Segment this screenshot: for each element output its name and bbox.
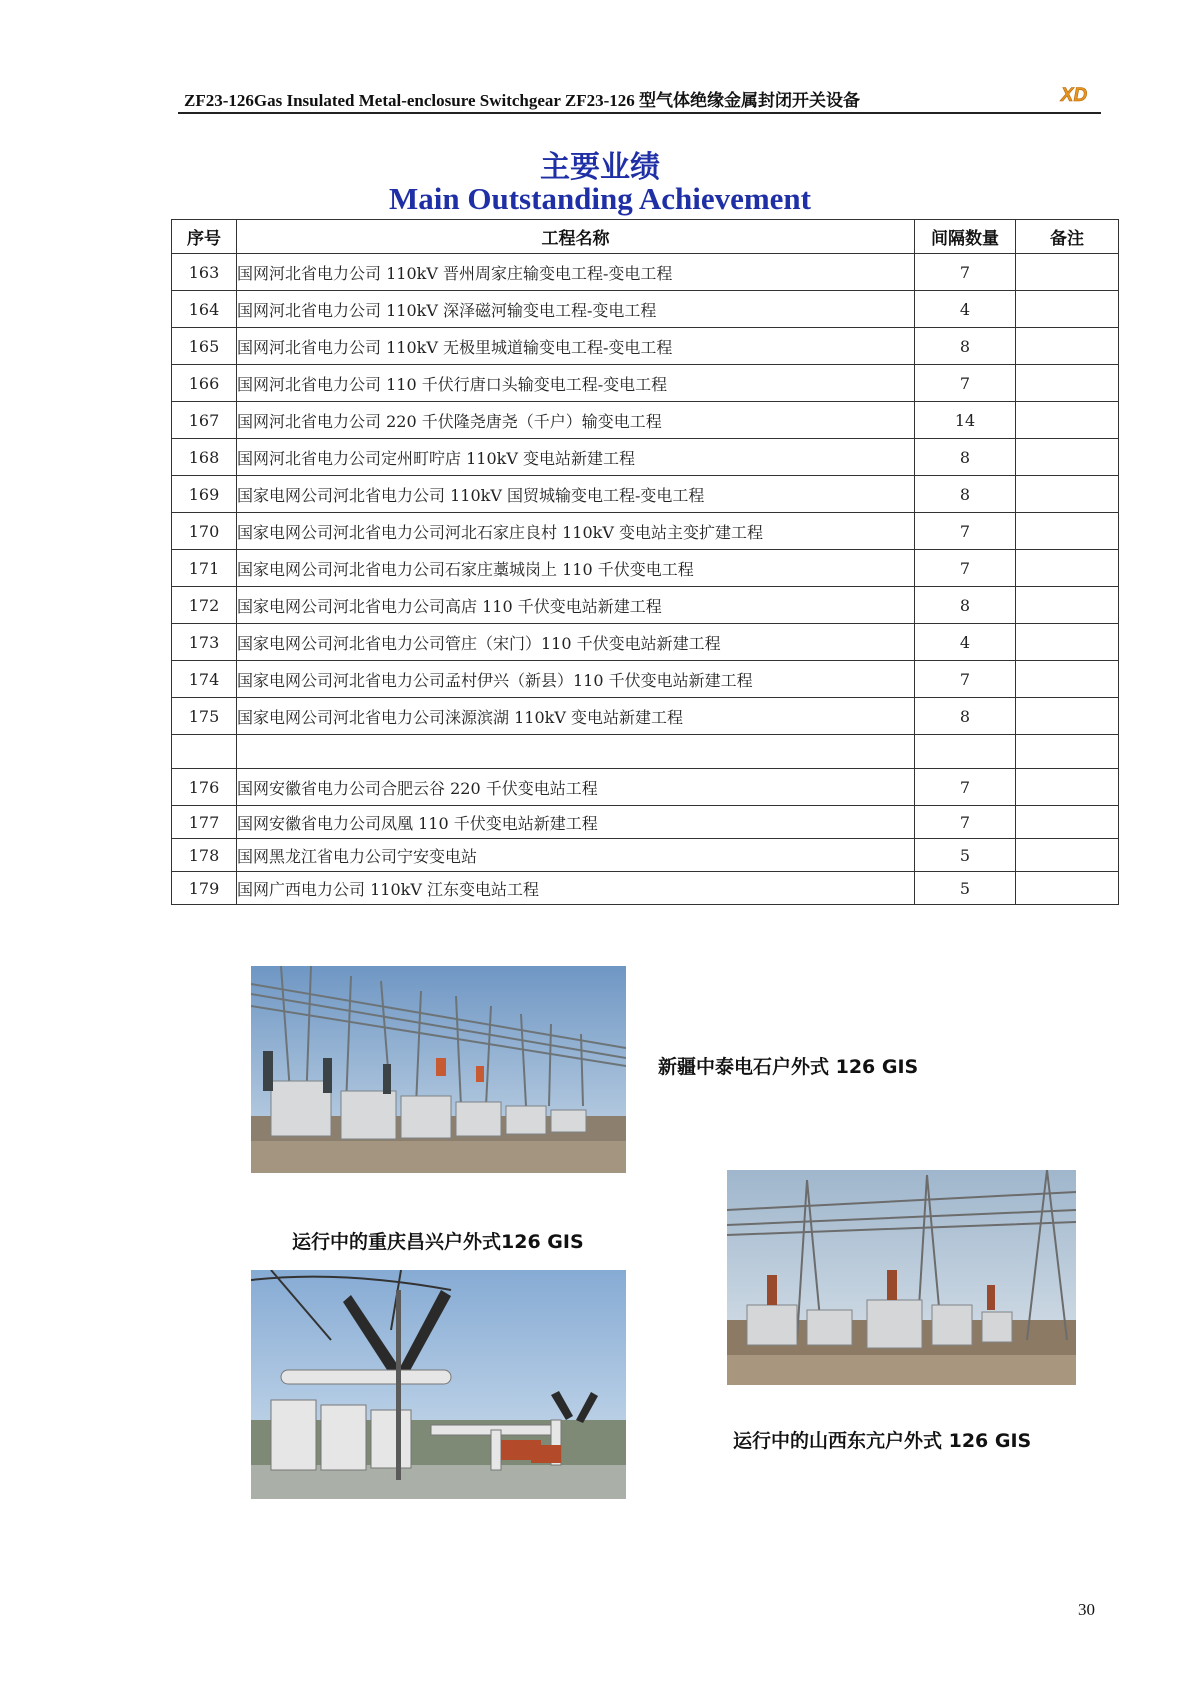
photo-chongqing-gis	[251, 1270, 626, 1499]
cell-project-name	[237, 735, 915, 769]
cell-no	[172, 735, 237, 769]
cell-no: 165	[172, 328, 237, 365]
cell-bay-count: 7	[915, 661, 1016, 698]
column-header-remarks: 备注	[1016, 220, 1119, 254]
table-row	[172, 291, 1119, 328]
cell-project-name: 国家电网公司河北省电力公司孟村伊兴（新县）110 千伏变电站新建工程	[237, 661, 915, 698]
cell-project-name: 国网河北省电力公司定州町咛店 110kV 变电站新建工程	[237, 439, 915, 476]
cell-remarks	[1016, 624, 1119, 661]
column-header-bay-count: 间隔数量	[915, 220, 1016, 254]
cell-no: 169	[172, 476, 237, 513]
cell-no: 176	[172, 769, 237, 806]
page-title-chinese: 主要业绩	[540, 150, 660, 185]
table-row	[172, 698, 1119, 735]
cell-remarks	[1016, 476, 1119, 513]
cell-remarks	[1016, 291, 1119, 328]
cell-no: 164	[172, 291, 237, 328]
cell-remarks	[1016, 439, 1119, 476]
page-title-english: Main Outstanding Achievement	[389, 181, 811, 216]
cell-no: 177	[172, 806, 237, 839]
cell-project-name: 国家电网公司河北省电力公司管庄（宋门）110 千伏变电站新建工程	[237, 624, 915, 661]
table-row	[172, 476, 1119, 513]
cell-remarks	[1016, 698, 1119, 735]
cell-no: 171	[172, 550, 237, 587]
caption-chongqing-gis: 运行中的重庆昌兴户外式126 GIS	[292, 1231, 584, 1253]
cell-bay-count: 5	[915, 839, 1016, 872]
cell-no: 179	[172, 872, 237, 905]
table-row	[172, 872, 1119, 905]
cell-no: 170	[172, 513, 237, 550]
cell-remarks	[1016, 735, 1119, 769]
cell-remarks	[1016, 513, 1119, 550]
cell-no: 173	[172, 624, 237, 661]
cell-bay-count: 4	[915, 624, 1016, 661]
caption-shanxi-gis: 运行中的山西东亢户外式 126 GIS	[733, 1430, 1032, 1452]
table-row	[172, 839, 1119, 872]
caption-xinjiang-gis: 新疆中泰电石户外式 126 GIS	[658, 1056, 919, 1078]
cell-bay-count: 8	[915, 476, 1016, 513]
table-row	[172, 806, 1119, 839]
table-row	[172, 587, 1119, 624]
cell-remarks	[1016, 365, 1119, 402]
cell-bay-count: 7	[915, 550, 1016, 587]
page-header	[178, 80, 1101, 114]
cell-no: 168	[172, 439, 237, 476]
column-header-project-name: 工程名称	[237, 220, 915, 254]
cell-project-name: 国网安徽省电力公司凤凰 110 千伏变电站新建工程	[237, 806, 915, 839]
cell-bay-count: 14	[915, 402, 1016, 439]
table-row	[172, 328, 1119, 365]
cell-remarks	[1016, 839, 1119, 872]
cell-remarks	[1016, 328, 1119, 365]
table-row	[172, 254, 1119, 291]
brand-logo-text: XD	[1060, 85, 1088, 106]
column-header-no: 序号	[172, 220, 237, 254]
cell-no: 178	[172, 839, 237, 872]
table-row	[172, 365, 1119, 402]
table-row	[172, 661, 1119, 698]
cell-bay-count: 5	[915, 872, 1016, 905]
photo-xinjiang-gis	[251, 966, 626, 1173]
cell-bay-count: 8	[915, 328, 1016, 365]
cell-bay-count: 8	[915, 439, 1016, 476]
cell-bay-count: 7	[915, 254, 1016, 291]
table-row	[172, 624, 1119, 661]
cell-no: 174	[172, 661, 237, 698]
achievements-table	[171, 219, 1119, 905]
cell-remarks	[1016, 769, 1119, 806]
table-row	[172, 769, 1119, 806]
cell-remarks	[1016, 872, 1119, 905]
page-number: 30	[1078, 1600, 1095, 1619]
brand-logo	[1057, 82, 1091, 106]
table-row	[172, 513, 1119, 550]
cell-bay-count: 7	[915, 806, 1016, 839]
cell-no: 172	[172, 587, 237, 624]
cell-remarks	[1016, 402, 1119, 439]
cell-project-name: 国网河北省电力公司 110 千伏行唐口头输变电工程-变电工程	[237, 365, 915, 402]
cell-bay-count: 7	[915, 365, 1016, 402]
cell-project-name: 国网广西电力公司 110kV 江东变电站工程	[237, 872, 915, 905]
cell-project-name: 国家电网公司河北省电力公司 110kV 国贸城输变电工程-变电工程	[237, 476, 915, 513]
cell-project-name: 国网河北省电力公司 220 千伏隆尧唐尧（千户）输变电工程	[237, 402, 915, 439]
photo-xinjiang-gis-image	[251, 966, 626, 1173]
cell-remarks	[1016, 806, 1119, 839]
cell-project-name: 国网河北省电力公司 110kV 深泽磁河输变电工程-变电工程	[237, 291, 915, 328]
cell-bay-count	[915, 735, 1016, 769]
table-body	[172, 254, 1119, 905]
cell-bay-count: 4	[915, 291, 1016, 328]
table-row-blank	[172, 735, 1119, 769]
photo-shanxi-gis-image	[727, 1170, 1076, 1385]
cell-no: 175	[172, 698, 237, 735]
cell-no: 163	[172, 254, 237, 291]
cell-project-name: 国网安徽省电力公司合肥云谷 220 千伏变电站工程	[237, 769, 915, 806]
cell-no: 166	[172, 365, 237, 402]
cell-project-name: 国网黑龙江省电力公司宁安变电站	[237, 839, 915, 872]
cell-no: 167	[172, 402, 237, 439]
cell-remarks	[1016, 550, 1119, 587]
cell-bay-count: 8	[915, 698, 1016, 735]
cell-remarks	[1016, 587, 1119, 624]
cell-project-name: 国家电网公司河北省电力公司河北石家庄良村 110kV 变电站主变扩建工程	[237, 513, 915, 550]
cell-bay-count: 8	[915, 587, 1016, 624]
cell-project-name: 国家电网公司河北省电力公司高店 110 千伏变电站新建工程	[237, 587, 915, 624]
photo-shanxi-gis	[727, 1170, 1076, 1385]
table-row	[172, 550, 1119, 587]
cell-bay-count: 7	[915, 513, 1016, 550]
table-row	[172, 402, 1119, 439]
photo-chongqing-gis-image	[251, 1270, 626, 1499]
cell-project-name: 国家电网公司河北省电力公司石家庄藁城岗上 110 千伏变电工程	[237, 550, 915, 587]
cell-project-name: 国家电网公司河北省电力公司涞源滨湖 110kV 变电站新建工程	[237, 698, 915, 735]
cell-bay-count: 7	[915, 769, 1016, 806]
cell-remarks	[1016, 254, 1119, 291]
table-row	[172, 439, 1119, 476]
cell-remarks	[1016, 661, 1119, 698]
table-header-row	[172, 220, 1119, 254]
cell-project-name: 国网河北省电力公司 110kV 晋州周家庄输变电工程-变电工程	[237, 254, 915, 291]
cell-project-name: 国网河北省电力公司 110kV 无极里城道输变电工程-变电工程	[237, 328, 915, 365]
header-title: ZF23-126Gas Insulated Metal-enclosure Switchgear ZF23-126 型气体绝缘金属封闭开关设备	[184, 91, 861, 110]
